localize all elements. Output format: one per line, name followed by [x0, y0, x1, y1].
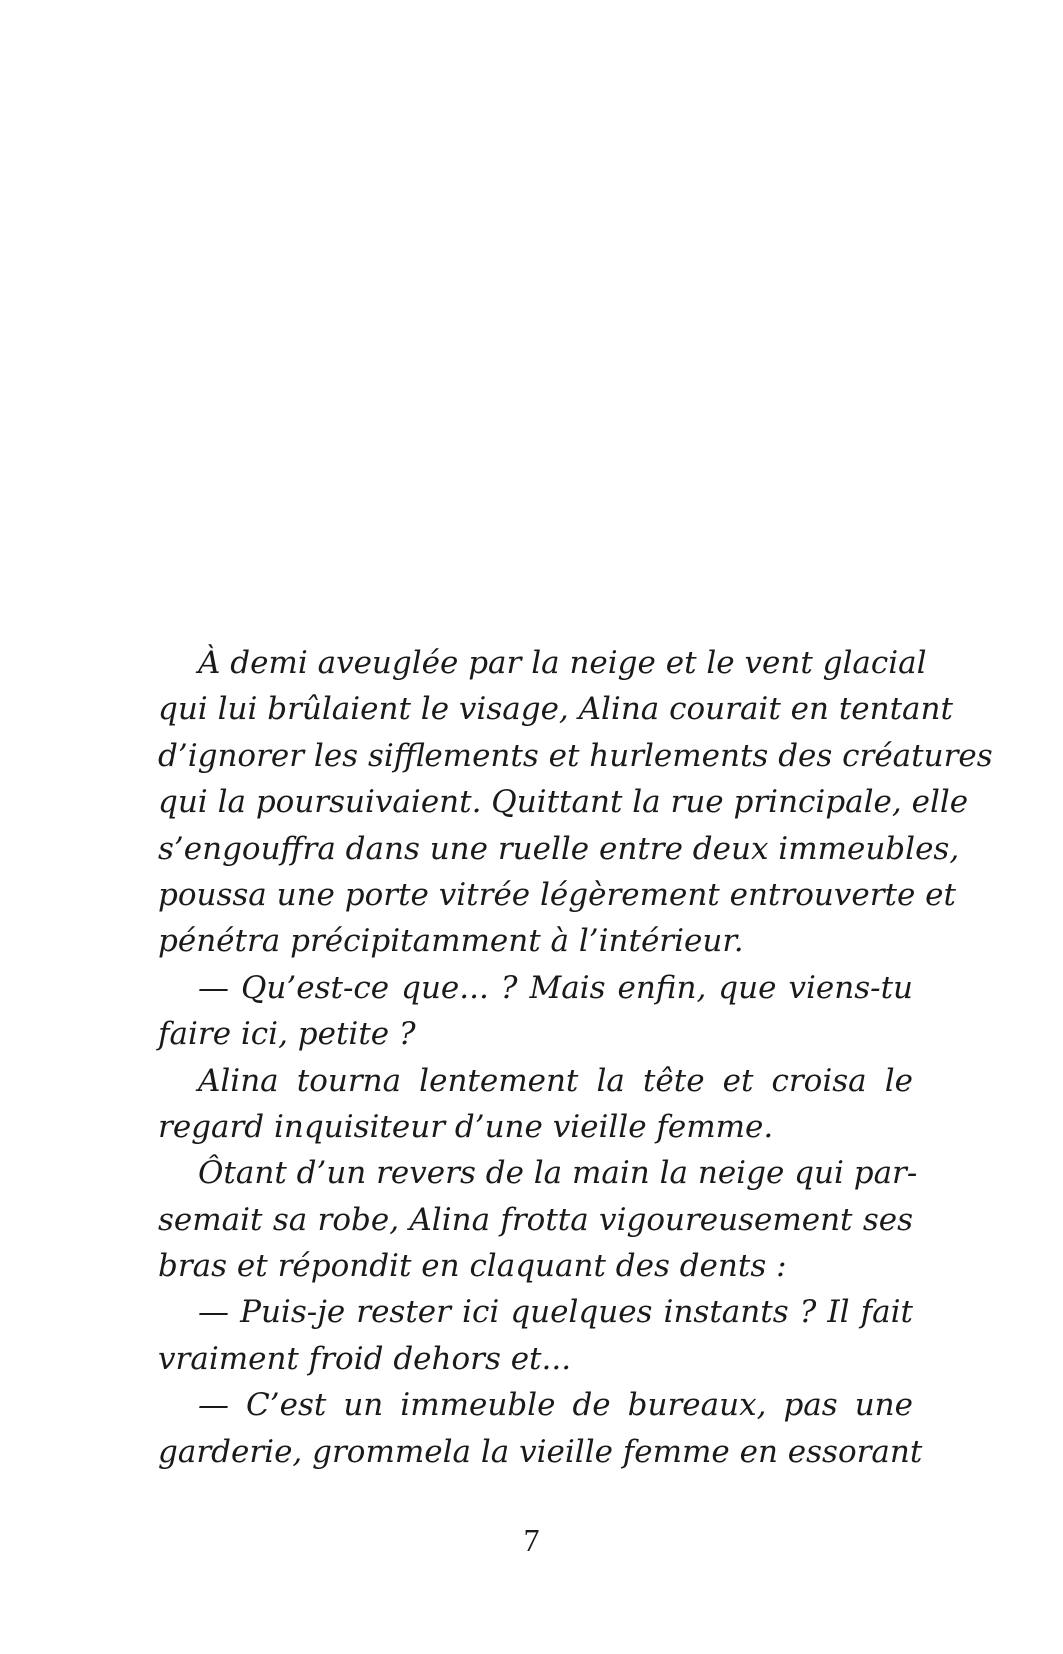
text-line: regard inquisiteur d’une vieille femme. — [158, 1108, 774, 1145]
text-line: qui lui brûlaient le visage, Alina courait en tentant — [158, 691, 953, 728]
text-line: Alina tourna lentement la tête et croisa le — [198, 1062, 913, 1099]
text-line: poussa une porte vitrée légèrement entrouverte et — [158, 876, 956, 913]
page-number: 7 — [523, 1522, 540, 1558]
text-line: — Qu’est-ce que... ? Mais enfin, que viens-tu — [198, 969, 913, 1006]
text-line: Ôtant d’un revers de la main la neige qui par- — [198, 1155, 918, 1192]
text-line: d’ignorer les sifflements et hurlements des créatures — [158, 737, 993, 774]
body-text — [158, 640, 993, 1475]
text-line: bras et répondit en claquant des dents : — [158, 1248, 787, 1285]
text-line: — C’est un immeuble de bureaux, pas une — [198, 1387, 913, 1424]
text-line: garderie, grommela la vieille femme en essorant — [158, 1433, 923, 1470]
text-line: À demi aveuglée par la neige et le vent glacial — [198, 645, 927, 681]
text-line: semait sa robe, Alina frotta vigoureusement ses — [158, 1201, 913, 1238]
text-line: pénétra précipitamment à l’intérieur. — [158, 923, 744, 960]
text-line: s’engouffra dans une ruelle entre deux immeubles, — [158, 830, 960, 867]
text-line: qui la poursuivaient. Quittant la rue principale, elle — [158, 784, 969, 821]
text-line: — Puis-je rester ici quelques instants ? Il fait — [198, 1294, 913, 1331]
text-line: faire ici, petite ? — [158, 1016, 416, 1053]
text-line: vraiment froid dehors et... — [158, 1340, 572, 1377]
